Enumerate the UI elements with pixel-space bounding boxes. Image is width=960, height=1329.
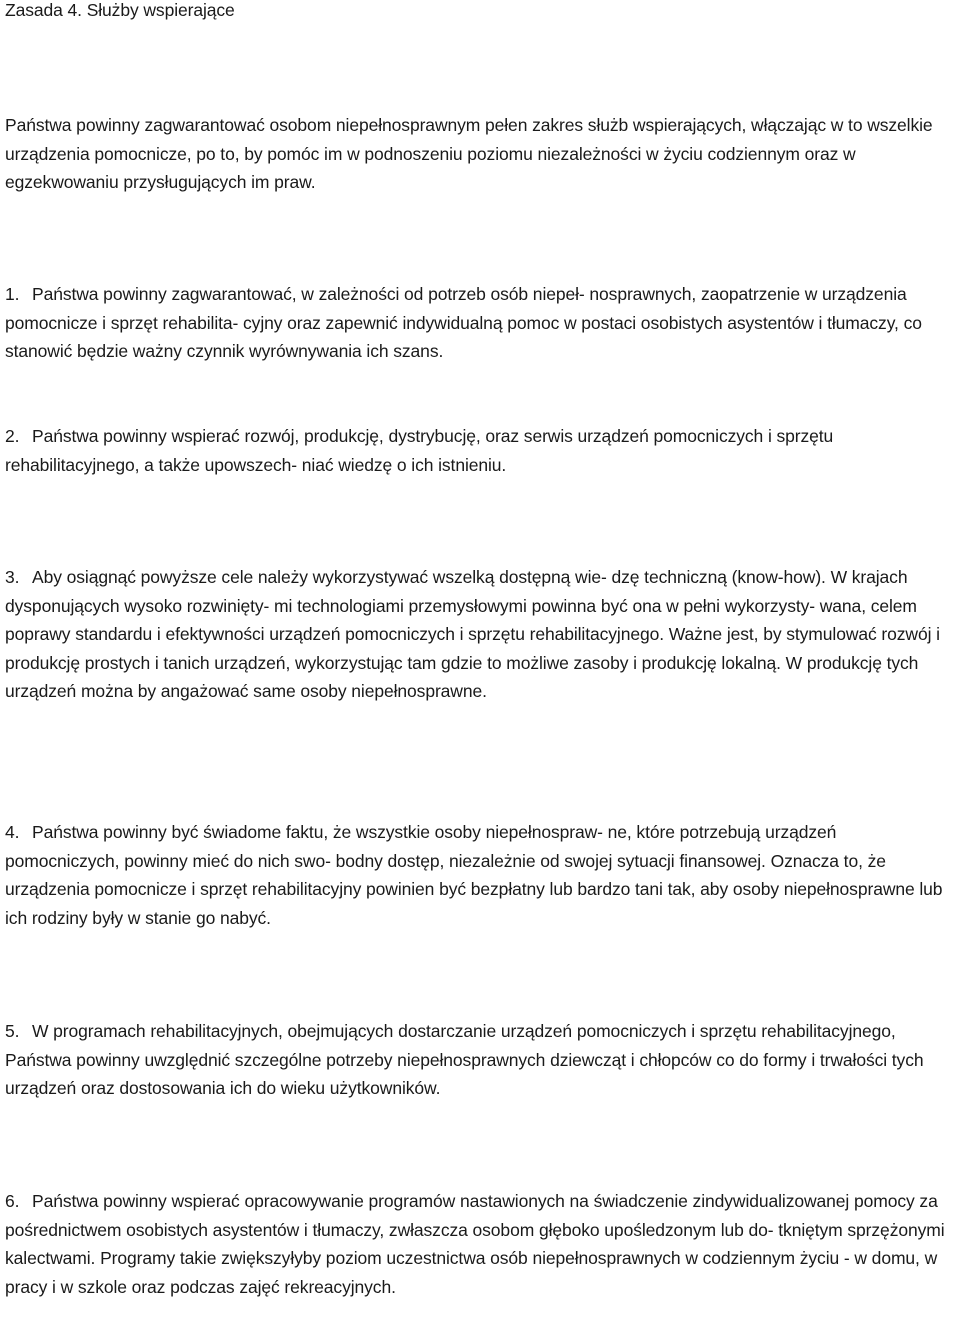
list-item-number: 4. xyxy=(5,822,20,842)
list-item-number: 1. xyxy=(5,284,20,304)
list-item-1 xyxy=(5,280,955,366)
list-item-text: Państwa powinny zagwarantować, w zależności od potrzeb osób niepeł- nosprawnych, zaopatrzenie w urządzenia pomocnicze i sprzęt rehabilita- cyjny oraz zapewnić indywidualną pomoc w postaci osobistych asystentów i tłumaczy, co stanowić będzie ważny czynnik wyrównywania ich szans. xyxy=(5,284,922,361)
list-item-number: 2. xyxy=(5,426,20,446)
list-item-6 xyxy=(5,1187,955,1301)
list-item-2 xyxy=(5,422,955,479)
intro-paragraph: Państwa powinny zagwarantować osobom niepełnosprawnym pełen zakres służb wspierających, włączając w to wszelkie urządzenia pomocnicze, po to, by pomóc im w podnoszeniu poziomu niezależności w życiu codziennym oraz w egzekwowaniu przysługujących im praw. xyxy=(5,115,933,192)
list-item-number: 6. xyxy=(5,1191,20,1211)
list-item-3 xyxy=(5,563,955,706)
list-item-text: W programach rehabilitacyjnych, obejmujących dostarczanie urządzeń pomocniczych i sprzętu rehabilitacyjnego, Państwa powinny uwzględnić szczególne potrzeby niepełnosprawnych dziewcząt i chłopców co do formy i trwałości tych urządzeń oraz dostosowania ich do wieku użytkowników. xyxy=(5,1021,924,1098)
page-title: Zasada 4. Służby wspierające xyxy=(5,0,235,20)
list-item-text: Państwa powinny wspierać rozwój, produkcję, dystrybucję, oraz serwis urządzeń pomocniczych i sprzętu rehabilitacyjnego, a także upowszech- niać wiedzę o ich istnieniu. xyxy=(5,426,834,475)
list-item-5 xyxy=(5,1017,955,1103)
list-item-number: 3. xyxy=(5,567,20,587)
list-item-text: Aby osiągnąć powyższe cele należy wykorzystywać wszelką dostępną wie- dzę techniczną (know-how). W krajach dysponujących wysoko rozwinięty- mi technologiami przemysłowymi powinna być ona w pełni wykorzysty- wana, celem poprawy standardu i efektywności urządzeń pomocniczych i sprzętu rehabilitacyjnego. Ważne jest, by stymulować rozwój i produkcję prostych i tanich urządzeń, wykorzystując tam gdzie to możliwe zasoby i produkcję lokalną. W produkcję tych urządzeń można by angażować same osoby niepełnosprawne. xyxy=(5,567,940,701)
list-item-4 xyxy=(5,818,955,932)
list-item-text: Państwa powinny wspierać opracowywanie programów nastawionych na świadczenie zindywidualizowanej pomocy za pośrednictwem osobistych asystentów i tłumaczy, zwłaszcza osobom głęboko upośledzonym lub do- tkniętym sprzężonymi kalectwami. Programy takie zwiększyłyby poziom uczestnictwa osób niepełnosprawnych w codziennym życiu - w domu, w pracy i w szkole oraz podczas zajęć rekreacyjnych. xyxy=(5,1191,945,1297)
list-item-text: Państwa powinny być świadome faktu, że wszystkie osoby niepełnospraw- ne, które potrzebują urządzeń pomocniczych, powinny mieć do nich swo- bodny dostęp, niezależnie od swojej sytuacji finansowej. Oznacza to, że urządzenia pomocnicze i sprzęt rehabilitacyjny powinien być bezpłatny lub bardzo tani tak, aby osoby niepełnosprawne lub ich rodziny były w stanie go nabyć. xyxy=(5,822,943,928)
list-item-number: 5. xyxy=(5,1021,20,1041)
